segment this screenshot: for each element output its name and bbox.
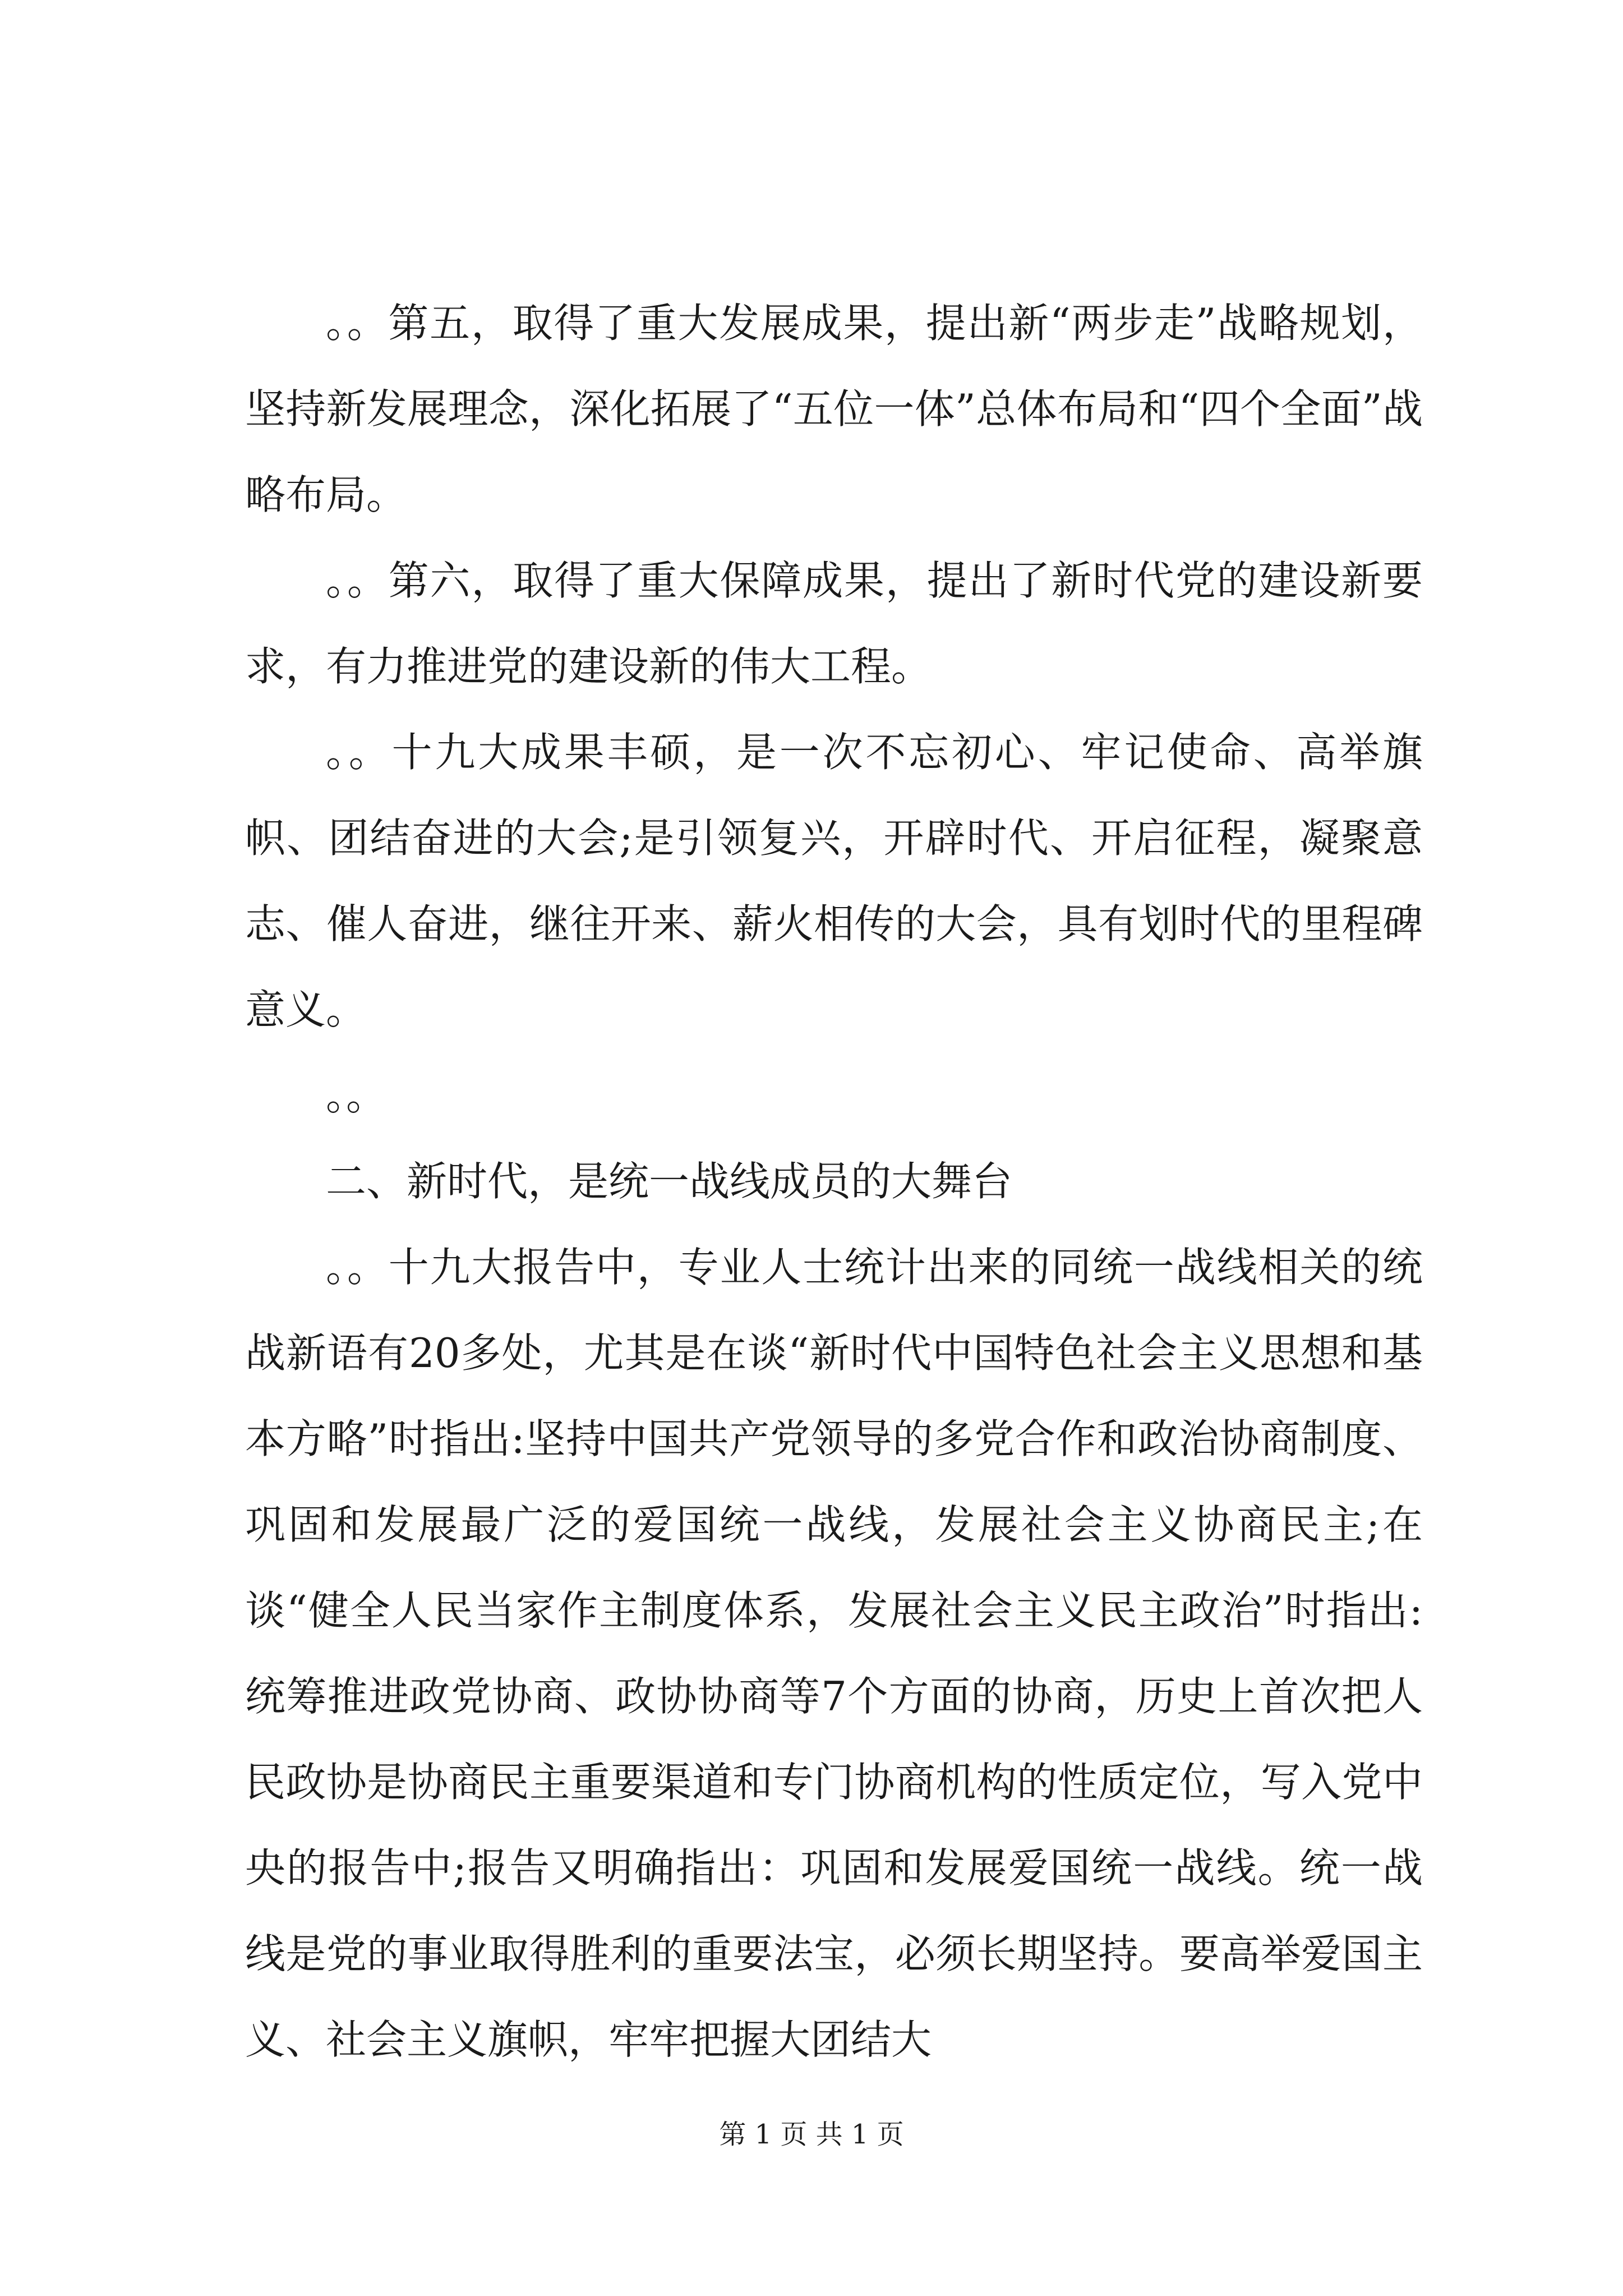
- paragraph-congress-significance: 。。十九大成果丰硕，是一次不忘初心、牢记使命、高举旗帜、团结奋进的大会;是引领复兴，开辟时代、开启征程，凝聚意志、催人奋进，继往开来、薪火相传的大会，具有划时代的里程碑意义。: [245, 729, 1423, 1033]
- paragraph-empty-marks: 。。: [326, 1072, 387, 1119]
- document-body: [245, 280, 1423, 2083]
- paragraph-sixth-achievement: 。。第六，取得了重大保障成果，提出了新时代党的建设新要求，有力推进党的建设新的伟大工程。: [245, 557, 1423, 690]
- paragraph-united-front: 。。十九大报告中，专业人士统计出来的同统一战线相关的统战新语有20多处，尤其是在谈“新时代中国特色社会主义思想和基本方略”时指出:坚持中国共产党领导的多党合作和政治协商制度、巩固和发展最广泛的爱国统一战线，发展社会主义协商民主;在谈“健全人民当家作主制度体系，发展社会主义民主政治”时指出:统筹推进政党协商、政协协商等7个方面的协商，历史上首次把人民政协是协商民主重要渠道和专门协商机构的性质定位，写入党中央的报告中;报告又明确指出：巩固和发展爱国统一战线。统一战线是党的事业取得胜利的重要法宝，必须长期坚持。要高举爱国主义、社会主义旗帜，牢牢把握大团结大: [245, 1244, 1423, 2063]
- paragraph-fifth-achievement: 。。第五，取得了重大发展成果，提出新“两步走”战略规划，坚持新发展理念，深化拓展了“五位一体”总体布局和“四个全面”战略布局。: [245, 300, 1423, 518]
- page-footer: 第 1 页 共 1 页: [719, 2119, 904, 2150]
- section-heading: 二、新时代，是统一战线成员的大舞台: [326, 1158, 1013, 1205]
